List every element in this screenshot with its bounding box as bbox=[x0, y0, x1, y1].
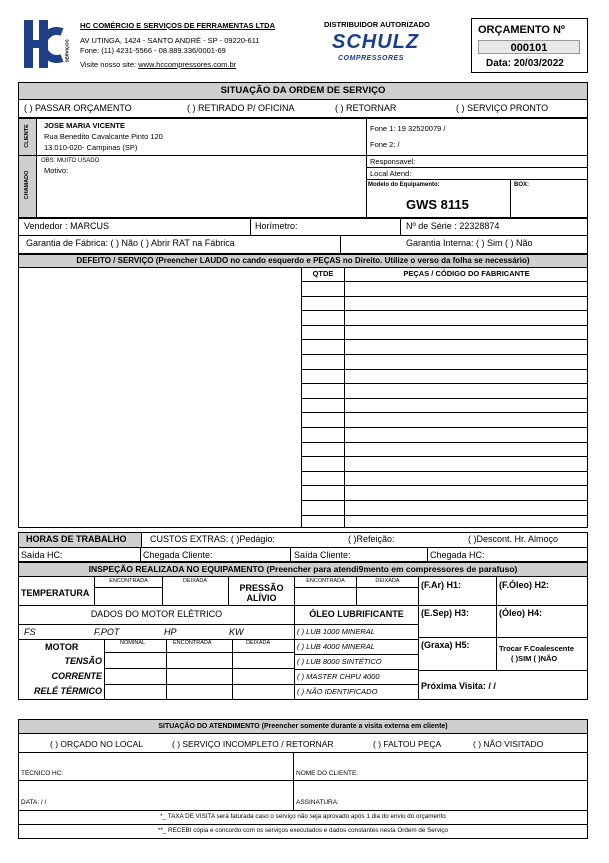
proxima-visita: Próxima Visita: / / bbox=[421, 681, 496, 691]
call-responsavel: Responsavel: bbox=[370, 157, 416, 166]
company-site bbox=[80, 61, 236, 69]
h5-label: (Graxa) H5: bbox=[421, 640, 470, 650]
parts-row-line bbox=[301, 427, 588, 428]
defect-title: DEFEITO / SERVIÇO (Preencher LAUDO no cando esquerdo e PEÇAS no Direito. Utilize o verso da folha se necessário) bbox=[19, 255, 587, 267]
call-obs: OBS: MUITO USADO bbox=[41, 158, 100, 164]
parts-row-line bbox=[301, 281, 588, 282]
quote-number: 000101 bbox=[478, 40, 580, 54]
call-local: Local Atend: bbox=[370, 169, 412, 178]
press-deixada: DEIXADA bbox=[375, 578, 400, 584]
model-label: Modelo do Equipamento: bbox=[368, 182, 440, 188]
oleo-opt-5[interactable]: ( ) NÃO IDENTIFICADO bbox=[297, 687, 378, 696]
parts-row-line bbox=[301, 354, 588, 355]
vendor-value: MARCUS bbox=[70, 221, 110, 231]
temp-deixada: DEIXADA bbox=[182, 578, 208, 584]
motor-deixada: DEIXADA bbox=[246, 640, 271, 646]
visit-opt-orcado[interactable]: ( ) ORÇADO NO LOCAL bbox=[50, 739, 144, 749]
site-label: Visite nosso site: bbox=[80, 60, 137, 69]
serie-label: Nº de Série : bbox=[406, 221, 457, 231]
visit-opt-nao-visitado[interactable]: ( ) NÃO VISITADO bbox=[473, 739, 544, 749]
oleo-opt-1[interactable]: ( ) LUB 1000 MINERAL bbox=[297, 627, 375, 636]
quote-date bbox=[486, 59, 564, 69]
hours-title: HORAS DE TRABALHO bbox=[26, 534, 127, 544]
custos-refeicao[interactable]: ( )Refeição: bbox=[348, 534, 395, 544]
quote-date-value: 20/03/2022 bbox=[513, 58, 564, 69]
press-encontrada: ENCONTRADA bbox=[306, 578, 345, 584]
oleo-opt-4[interactable]: ( ) MASTER CHPU 4000 bbox=[297, 672, 380, 681]
client-name: JOSE MARIA VICENTE bbox=[44, 121, 125, 130]
brand-logo: SCHULZ bbox=[332, 31, 420, 53]
parts-row-line bbox=[301, 485, 588, 486]
parts-row-line bbox=[301, 369, 588, 370]
visit-note-2: **_ RECEBI cópia e concordo com os serviços executados e dados constantes nesta Ordem de Serviço bbox=[157, 827, 449, 834]
parts-row-line bbox=[301, 515, 588, 516]
motor-fs: FS bbox=[24, 627, 36, 637]
parts-row-line bbox=[301, 412, 588, 413]
client-section-label: CLIENTE bbox=[24, 124, 30, 148]
visit-opt-incompleto[interactable]: ( ) SERVIÇO INCOMPLETO / RETORNAR bbox=[172, 739, 334, 749]
parts-row-line bbox=[301, 339, 588, 340]
tensao-label: TENSÃO bbox=[64, 656, 102, 666]
motor-encontrada: ENCONTRADA bbox=[173, 640, 212, 646]
inspection-title: INSPEÇÃO REALIZADA NO EQUIPAMENTO (Preencher para atendi9mento em compressores de parafuso) bbox=[19, 563, 587, 576]
parts-row-line bbox=[301, 296, 588, 297]
visit-title: SITUAÇÃO DO ATENDIMENTO (Preencher somente durante a visita externa em cliente) bbox=[19, 720, 587, 733]
parts-row-line bbox=[301, 325, 588, 326]
corrente-label: CORRENTE bbox=[51, 671, 102, 681]
company-phone: Fone: (11) 4231-5566 - 08.889.336/0001-69 bbox=[80, 46, 226, 55]
brand-sub: COMPRESSORES bbox=[338, 55, 404, 62]
temperatura-label: TEMPERATURA bbox=[21, 588, 90, 598]
pressao-label: PRESSÃO ALÍVIO bbox=[239, 583, 284, 603]
motor-label: MOTOR bbox=[45, 642, 79, 652]
vendor bbox=[24, 222, 109, 231]
oleo-opt-2[interactable]: ( ) LUB 4000 MINERAL bbox=[297, 642, 375, 651]
status-opt-oficina[interactable]: ( ) RETIRADO P/ OFICINA bbox=[187, 103, 295, 113]
serie bbox=[406, 222, 499, 231]
client-city: 13.010-020- Campinas (SP) bbox=[44, 143, 138, 152]
motor-hp: HP bbox=[164, 627, 177, 637]
oleo-opt-3[interactable]: ( ) LUB 8000 SINTÉTICO bbox=[297, 657, 382, 666]
vendor-label: Vendedor : bbox=[24, 221, 68, 231]
visit-section bbox=[18, 719, 588, 839]
status-title: SITUAÇÃO DA ORDEM DE SERVIÇO bbox=[19, 83, 587, 99]
motor-kw: KW bbox=[229, 627, 244, 637]
call-section-label: CHAMADO bbox=[24, 170, 30, 200]
coalescente-options[interactable]: ( )SIM ( )NÃO bbox=[511, 654, 558, 663]
client-phone2: Fone 2: / bbox=[370, 140, 400, 149]
parts-row-line bbox=[301, 442, 588, 443]
horimetro-label: Horímetro: bbox=[255, 221, 298, 231]
rele-label: RELÉ TÉRMICO bbox=[33, 686, 102, 696]
motor-title: DADOS DO MOTOR ELÉTRICO bbox=[90, 609, 223, 619]
chegada-hc: Chegada HC: bbox=[430, 550, 485, 560]
status-opt-pronto[interactable]: ( ) SERVIÇO PRONTO bbox=[456, 103, 549, 113]
saida-cliente: Saída Cliente: bbox=[294, 550, 351, 560]
company-logo bbox=[22, 18, 64, 70]
pecas-header: PEÇAS / CÓDIGO DO FABRICANTE bbox=[403, 269, 530, 278]
motor-fpot: F.POT bbox=[94, 627, 120, 637]
model-value: GWS 8115 bbox=[406, 197, 469, 212]
oleo-title: ÓLEO LUBRIFICANTE bbox=[309, 609, 404, 619]
quote-date-label: Data: bbox=[486, 58, 512, 69]
visit-opt-faltou[interactable]: ( ) FALTOU PEÇA bbox=[373, 739, 442, 749]
logo-side-text: SERVIÇOS bbox=[64, 39, 70, 63]
site-link[interactable]: www.hccompressores.com.br bbox=[138, 60, 237, 69]
custos-pedagio[interactable]: CUSTOS EXTRAS: ( )Pedágio: bbox=[150, 534, 275, 544]
parts-row-line bbox=[301, 456, 588, 457]
parts-row-line bbox=[301, 471, 588, 472]
client-phone1: Fone 1: 19 32520079 / bbox=[370, 124, 446, 133]
custos-almoco[interactable]: ( )Descont. Hr. Almoço bbox=[468, 534, 559, 544]
visit-note-1: *_ TAXA DE VISITA será faturada caso o serviço não seja aprovado após 1 dia do envio do orçamento bbox=[160, 813, 446, 820]
serie-value: 22328874 bbox=[459, 221, 500, 231]
qtde-header: QTDE bbox=[312, 269, 334, 278]
tecnico-label: TÉCNICO HC: bbox=[21, 770, 64, 777]
h4-label: (Óleo) H4: bbox=[499, 608, 543, 618]
box-label: BOX: bbox=[514, 182, 529, 188]
client-street: Rua Benedito Cavalcante Pinto 120 bbox=[44, 132, 163, 141]
h1-label: (F.Ar) H1: bbox=[421, 580, 461, 590]
cliente-label: NOME DO CLIENTE: bbox=[296, 770, 359, 777]
company-name: HC COMÉRCIO E SERVIÇOS DE FERRAMENTAS LTDA bbox=[80, 21, 276, 30]
chegada-cliente: Chegada Cliente: bbox=[143, 550, 213, 560]
data-label: DATA: / / bbox=[21, 799, 47, 806]
company-address: AV UTINGA, 1424 - SANTO ANDRÉ - SP - 09220-611 bbox=[80, 36, 260, 45]
distributor-label: DISTRIBUIDOR AUTORIZADO bbox=[324, 20, 430, 29]
parts-row-line bbox=[301, 383, 588, 384]
parts-row-line bbox=[301, 398, 588, 399]
assinatura-label: ASSINATURA: bbox=[296, 799, 339, 806]
saida-hc: Saída HC: bbox=[21, 550, 63, 560]
temp-encontrada: ENCONTRADA bbox=[109, 578, 148, 584]
motor-nominal: NOMINAL bbox=[120, 640, 146, 646]
call-motivo: Motivo: bbox=[44, 166, 69, 175]
status-opt-orcamento[interactable]: ( ) PASSAR ORÇAMENTO bbox=[24, 103, 132, 113]
h3-label: (E.Sep) H3: bbox=[421, 608, 470, 618]
status-opt-retornar[interactable]: ( ) RETORNAR bbox=[335, 103, 397, 113]
coalescente-label: Trocar F.Coalescente bbox=[499, 644, 575, 653]
garantia-fabrica[interactable]: Garantia de Fábrica: ( ) Não ( ) Abrir RAT na Fábrica bbox=[26, 238, 235, 248]
h2-label: (F.Óleo) H2: bbox=[499, 580, 550, 590]
garantia-interna[interactable]: Garantia Interna: ( ) Sim ( ) Não bbox=[406, 238, 533, 248]
quote-label: ORÇAMENTO Nº bbox=[478, 24, 565, 36]
parts-row-line bbox=[301, 310, 588, 311]
parts-row-line bbox=[301, 500, 588, 501]
